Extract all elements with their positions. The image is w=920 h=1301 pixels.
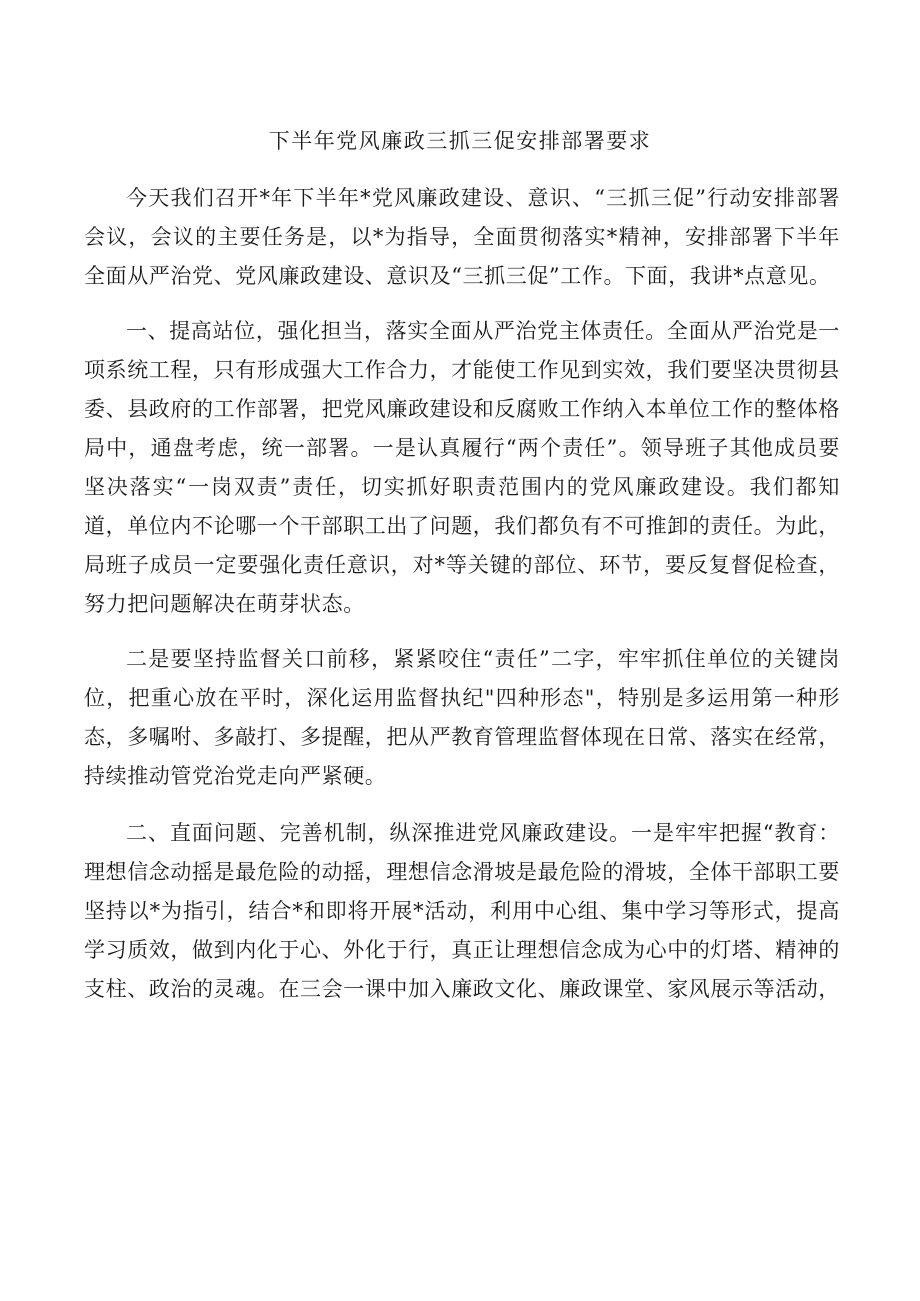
paragraph-section-one: 一、提高站位，强化担当，落实全面从严治党主体责任。全面从严治党是一项系统工程，只有形成强大工作合力，才能使工作见到实效，我们要坚决贯彻县委、县政府的工作部署，把党风廉政建设和反腐败工作纳入本单位工作的整体格局中，通盘考虑，统一部署。一是认真履行“两个责任”。领导班子其他成员要坚决落实“一岗双责”责任，切实抓好职责范围内的党风廉政建设。我们都知道，单位内不论哪一个干部职工出了问题，我们都负有不可推卸的责任。为此，局班子成员一定要强化责任意识，对*等关键的部位、环节，要反复督促检查，努力把问题解决在萌芽状态。	[84, 319, 840, 616]
paragraph-section-two: 二、直面问题、完善机制，纵深推进党风廉政建设。一是牢牢把握“教育：理想信念动摇是最危险的动摇，理想信念滑坡是最危险的滑坡，全体干部职工要坚持以*为指引，结合*和即将开展*活动，利用中心组、集中学习等形式，提高学习质效，做到内化于心、外化于行，真正让理想信念成为心中的灯塔、精神的支柱、政治的灵魂。在三会一课中加入廉政文化、廉政课堂、家风展示等活动，	[84, 821, 840, 1001]
paragraph-supervision: 二是要坚持监督关口前移，紧紧咬住“责任”二字，牢牢抓住单位的关键岗位，把重心放在平时，深化运用监督执纪"四种形态"，特别是多运用第一种形态，多嘱咐、多敲打、多提醒，把从严教育管理监督体现在日常、落实在经常，持续推动管党治党走向严紧硬。	[84, 647, 840, 788]
document-body	[84, 179, 840, 1027]
paragraph-intro: 今天我们召开*年下半年*党风廉政建设、意识、“三抓三促”行动安排部署会议，会议的主要任务是，以*为指导，全面贯彻落实*精神，安排部署下半年全面从严治党、党风廉政建设、意识及“三抓三促”工作。下面，我讲*点意见。	[84, 186, 840, 288]
document-title: 下半年党风廉政三抓三促安排部署要求	[268, 129, 652, 153]
